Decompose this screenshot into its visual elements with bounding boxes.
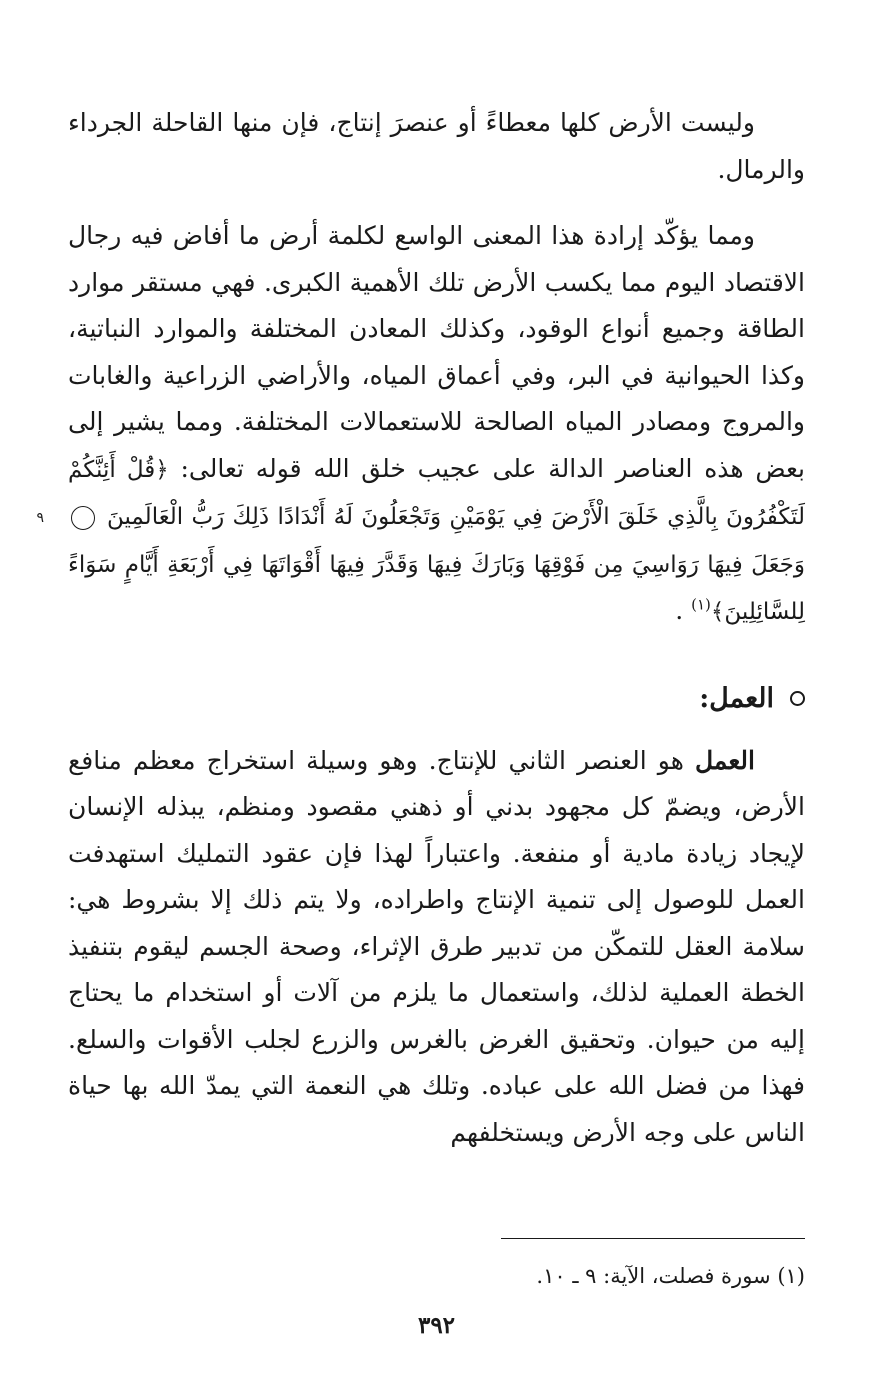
- section-heading-text: العمل:: [699, 682, 774, 714]
- ayah-number-marker: ٩: [71, 506, 95, 530]
- quran-verse-part2: وَجَعَلَ فِيهَا رَوَاسِيَ مِن فَوْقِهَا وَبَارَكَ فِيهَا وَقَدَّرَ فِيهَا أَقْوَاتَهَا فِي أَرْبَعَةِ أَيَّامٍ سَوَاءً لِلسَّائِلِينَ﴾: [68, 551, 805, 625]
- section-heading-labor: [68, 676, 805, 722]
- quran-verse-part1: ﴿قُلْ أَئِنَّكُمْ لَتَكْفُرُونَ بِالَّذِي خَلَقَ الْأَرْضَ فِي يَوْمَيْنِ وَتَجْعَلُونَ لَهُ أَنْدَادًا ذَلِكَ رَبُّ الْعَالَمِينَ: [68, 456, 805, 530]
- paragraph-land-barren: وليست الأرض كلها معطاءً أو عنصرَ إنتاج، فإن منها القاحلة الجرداء والرمال.: [68, 108, 805, 184]
- footnote: [68, 1258, 805, 1294]
- paragraph-end-punct: .: [675, 596, 684, 625]
- footnote-reference[interactable]: (١): [691, 595, 711, 614]
- paragraph-labor-text: هو العنصر الثاني للإنتاج. وهو وسيلة استخراج معظم منافع الأرض، ويضمّ كل مجهود بدني أو ذهني مقصود ومنظم، يبذله الإنسان لإيجاد زيادة مادية أو منفعة. واعتباراً لهذا فإن عقود التمليك استهدفت العمل للوصول إلى تنمية الإنتاج واطراده، ولا يتم ذلك إلا بشروط هي: سلامة العقل للتمكّن من تدبير طرق الإثراء، وصحة الجسم ليقوم بتنفيذ الخطة العملية لذلك، واستعمال ما يلزم من آلات أو استخدام ما يحتاج إليه من حيوان. وتحقيق الغرض بالغرس والزرع لجلب الأقوات والسلع. فهذا من فضل الله على عباده. وتلك هي النعمة التي يمدّ الله بها حياة الناس على وجه الأرض ويستخلفهم: [68, 745, 805, 1147]
- paragraph-land-meaning: [36, 213, 805, 636]
- paragraph-labor: [68, 738, 805, 1157]
- footnote-text: (١) سورة فصلت، الآية: ٩ ـ ١٠.: [536, 1264, 805, 1288]
- paragraph-labor-lead: العمل: [694, 745, 755, 775]
- paragraph-land-meaning-text: ومما يؤكّد إرادة هذا المعنى الواسع لكلمة أرض ما أفاض فيه رجال الاقتصاد اليوم مما يكسب الأرض تلك الأهمية الكبرى. فهي مستقر موارد الطاقة وجميع أنواع الوقود، وكذلك المعادن المختلفة والموارد النباتية، وكذا الحيوانية في البر، وفي أعماق المياه، والأراضي الزراعية والغابات والمروج ومصادر المياه الصالحة للاستعمالات المختلفة. ومما يشير إلى بعض هذه العناصر الدالة على عجيب خلق الله قوله تعالى:: [68, 221, 805, 483]
- circle-bullet-icon: [790, 691, 805, 706]
- footnote-divider: [501, 1238, 805, 1239]
- page-body: [36, 100, 805, 1156]
- page-number: ٣٩٢: [417, 1312, 456, 1339]
